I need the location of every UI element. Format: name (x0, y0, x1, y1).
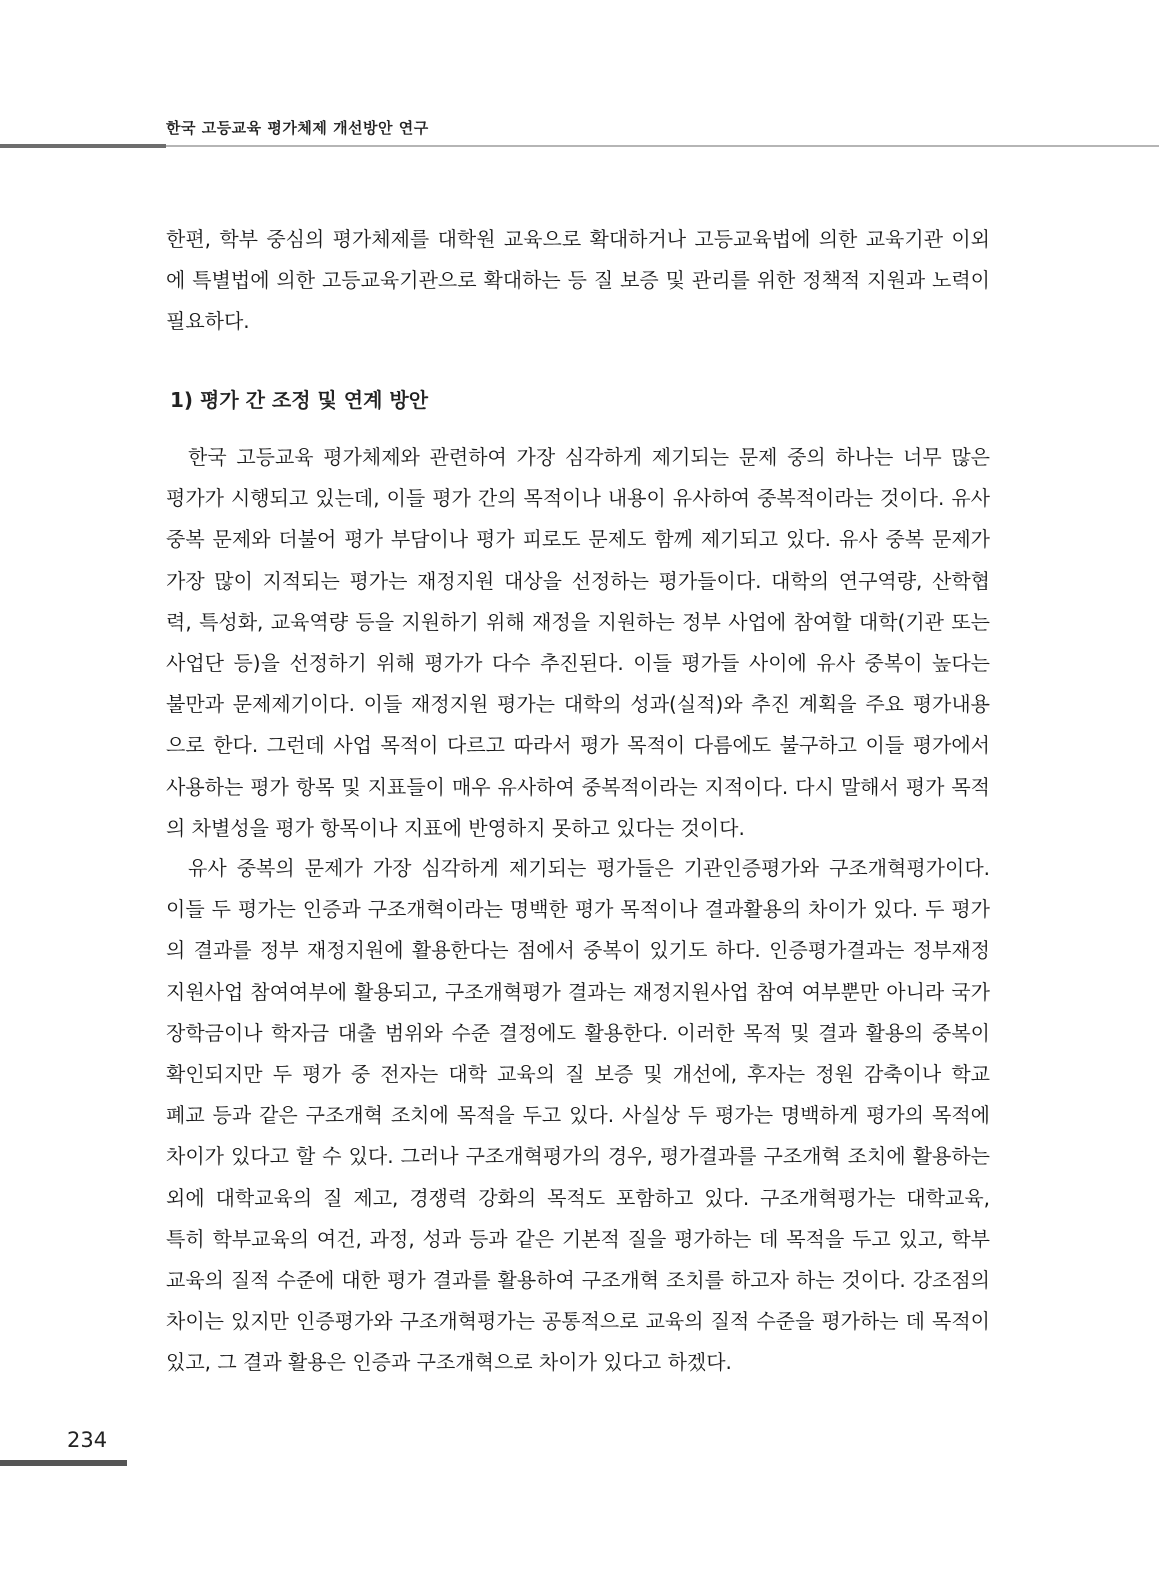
text-line: 평가가 시행되고 있는데, 이들 평가 간의 목적이나 내용이 유사하여 중복적이라는 것이다. 유사 (166, 486, 990, 511)
text-line: 필요하다. (166, 309, 250, 334)
text-line: 유사 중복의 문제가 가장 심각하게 제기되는 평가들은 기관인증평가와 구조개혁평가이다. (188, 856, 990, 880)
text-line: 교육의 질적 수준에 대한 평가 결과를 활용하여 구조개혁 조치를 하고자 하는 것이다. 강조점의 (166, 1267, 990, 1292)
text-line: 사용하는 평가 항목 및 지표들이 매우 유사하여 중복적이라는 지적이다. 다시 말해서 평가 목적 (166, 774, 990, 799)
text-line: 불만과 문제제기이다. 이들 재정지원 평가는 대학의 성과(실적)와 추진 계획을 주요 평가내용 (166, 692, 990, 717)
text-line: 중복 문제와 더불어 평가 부담이나 평가 피로도 문제도 함께 제기되고 있다. 유사 중복 문제가 (166, 527, 990, 552)
text-line: 가장 많이 지적되는 평가는 재정지원 대상을 선정하는 평가들이다. 대학의 연구역량, 산학협 (166, 568, 990, 593)
text-line: 폐교 등과 같은 구조개혁 조치에 목적을 두고 있다. 사실상 두 평가는 명백하게 평가의 목적에 (166, 1103, 990, 1128)
text-line: 차이는 있지만 인증평가와 구조개혁평가는 공통적으로 교육의 질적 수준을 평가하는 데 목적이 (166, 1309, 990, 1334)
page-number: 234 (67, 1428, 108, 1452)
header-rule-accent (0, 144, 166, 148)
text-line: 으로 한다. 그런데 사업 목적이 다르고 따라서 평가 목적이 다름에도 불구하고 이들 평가에서 (166, 733, 990, 758)
text-line: 의 차별성을 평가 항목이나 지표에 반영하지 못하고 있다는 것이다. (166, 815, 745, 840)
text-line: 외에 대학교육의 질 제고, 경쟁력 강화의 목적도 포함하고 있다. 구조개혁평가는 대학교육, (166, 1185, 990, 1210)
text-line: 의 결과를 정부 재정지원에 활용한다는 점에서 중복이 있기도 하다. 인증평가결과는 정부재정 (166, 938, 990, 963)
running-header-title: 한국 고등교육 평가체제 개선방안 연구 (166, 119, 429, 137)
paragraph-intro (166, 219, 990, 343)
text-line: 지원사업 참여여부에 활용되고, 구조개혁평가 결과는 재정지원사업 참여 여부뿐만 아니라 국가 (166, 979, 990, 1004)
text-line: 확인되지만 두 평가 중 전자는 대학 교육의 질 보증 및 개선에, 후자는 정원 감축이나 학교 (166, 1061, 990, 1086)
text-line: 한국 고등교육 평가체제와 관련하여 가장 심각하게 제기되는 문제 중의 하나는 너무 많은 (188, 445, 990, 469)
text-line: 있고, 그 결과 활용은 인증과 구조개혁으로 차이가 있다고 하겠다. (166, 1350, 732, 1375)
text-line: 이들 두 평가는 인증과 구조개혁이라는 명백한 평가 목적이나 결과활용의 차이가 있다. 두 평가 (166, 897, 990, 922)
text-line: 에 특별법에 의한 고등교육기관으로 확대하는 등 질 보증 및 관리를 위한 정책적 지원과 노력이 (166, 268, 990, 293)
text-line: 장학금이나 학자금 대출 범위와 수준 결정에도 활용한다. 이러한 목적 및 결과 활용의 중복이 (166, 1020, 990, 1045)
paragraph-duplication-problem (166, 437, 990, 849)
paragraph-accreditation-vs-restructuring (166, 848, 990, 1383)
text-line: 사업단 등)을 선정하기 위해 평가가 다수 추진된다. 이들 평가들 사이에 유사 중복이 높다는 (166, 650, 990, 675)
text-line: 특히 학부교육의 여건, 과정, 성과 등과 같은 기본적 질을 평가하는 데 목적을 두고 있고, 학부 (166, 1226, 990, 1251)
section-heading: 1) 평가 간 조정 및 연계 방안 (170, 388, 429, 412)
text-line: 차이가 있다고 할 수 있다. 그러나 구조개혁평가의 경우, 평가결과를 구조개혁 조치에 활용하는 (166, 1144, 990, 1169)
text-line: 한편, 학부 중심의 평가체제를 대학원 교육으로 확대하거나 고등교육법에 의한 교육기관 이외 (166, 227, 990, 251)
header-rule (166, 145, 1159, 147)
text-line: 력, 특성화, 교육역량 등을 지원하기 위해 재정을 지원하는 정부 사업에 참여할 대학(기관 또는 (166, 609, 990, 634)
footer-rule (0, 1460, 127, 1466)
